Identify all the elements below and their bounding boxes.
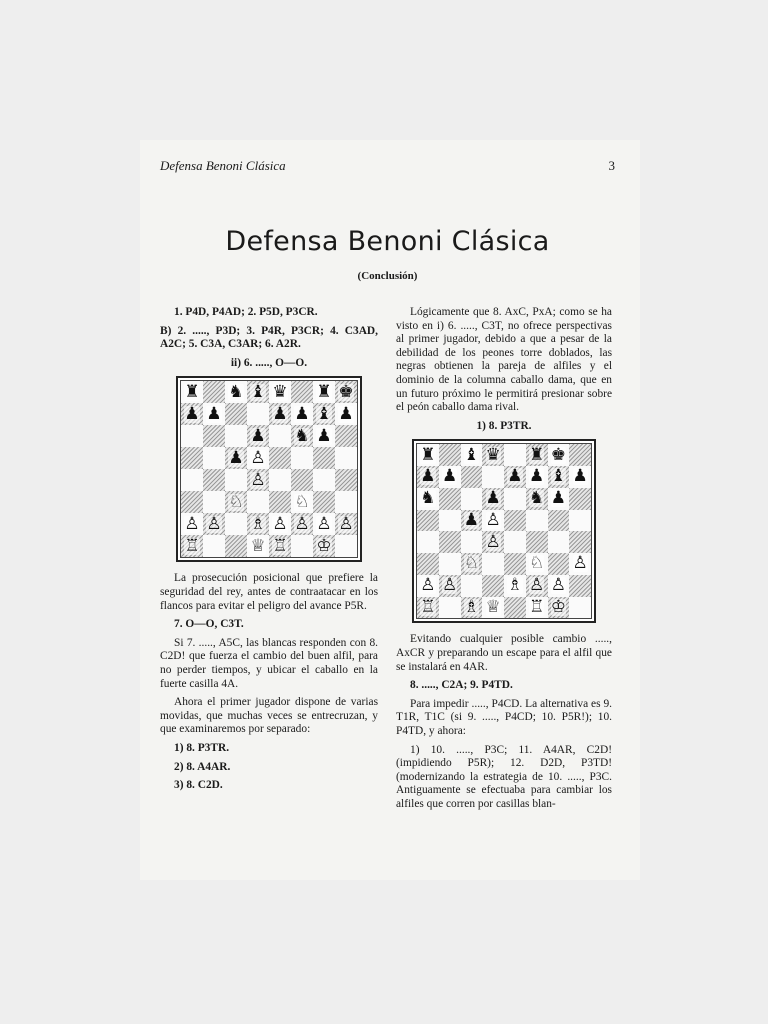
board-square: [482, 553, 504, 575]
board-square: [225, 425, 247, 447]
section-heading: 1) 8. P3TR.: [476, 419, 532, 432]
board-square: [417, 466, 439, 488]
board-square: [526, 510, 548, 532]
board-square: [313, 469, 335, 491]
board-square: [269, 469, 291, 491]
chess-piece-icon: ♟: [338, 403, 354, 424]
chess-piece-icon: ♘: [294, 491, 310, 512]
board-square: [461, 531, 483, 553]
board-square: [225, 381, 247, 403]
board-square: [247, 469, 269, 491]
chess-piece-icon: ♖: [529, 596, 545, 617]
chess-piece-icon: ♙: [272, 513, 288, 534]
board-square: [225, 513, 247, 535]
board-square: [335, 491, 357, 513]
chess-piece-icon: ♕: [485, 596, 501, 617]
board-square: [548, 444, 570, 466]
paragraph: Para impedir ....., P4CD. La alternativa es 9. T1R, T1C (si 9. ....., P4CD; 10. P5R!); 10. P4TD, y ahora:: [396, 697, 612, 737]
chess-piece-icon: ♟: [228, 447, 244, 468]
chess-piece-icon: ♟: [420, 466, 436, 487]
board-square: [335, 469, 357, 491]
chess-piece-icon: ♙: [572, 553, 588, 574]
chess-piece-icon: ♟: [485, 488, 501, 509]
paragraph: Si 7. ....., A5C, las blancas responden con 8. C2D! que fuerza el cambio del buen alfil, para no perder tiempos, y ubicar el caballo en la fuerte casilla 4A.: [160, 636, 378, 690]
board-square: [482, 466, 504, 488]
board-square: [439, 466, 461, 488]
chess-piece-icon: ♟: [316, 425, 332, 446]
board-square: [417, 444, 439, 466]
board-square: [504, 444, 526, 466]
chess-piece-icon: ♙: [250, 469, 266, 490]
chess-piece-icon: ♝: [550, 466, 566, 487]
board-square: [203, 513, 225, 535]
variation-ii: ii) 6. ....., O—O.: [230, 356, 308, 369]
chess-piece-icon: ♘: [228, 491, 244, 512]
chess-piece-icon: ♙: [485, 509, 501, 530]
chess-piece-icon: ♝: [316, 403, 332, 424]
chess-piece-icon: ♞: [420, 488, 436, 509]
board-square: [439, 488, 461, 510]
board-square: [526, 553, 548, 575]
board-square: [439, 444, 461, 466]
board-square: [461, 553, 483, 575]
board-square: [269, 513, 291, 535]
board-square: [313, 491, 335, 513]
board-square: [247, 491, 269, 513]
board-square: [569, 488, 591, 510]
chess-piece-icon: ♟: [507, 466, 523, 487]
chess-piece-icon: ♜: [184, 381, 200, 402]
board-square: [569, 444, 591, 466]
board-square: [335, 447, 357, 469]
board-square: [526, 531, 548, 553]
board-square: [504, 553, 526, 575]
board-square: [269, 447, 291, 469]
board-square: [504, 531, 526, 553]
right-column: [396, 306, 612, 816]
chess-piece-icon: ♟: [572, 466, 588, 487]
chess-piece-icon: ♜: [316, 381, 332, 402]
board-square: [417, 597, 439, 619]
chess-piece-icon: ♙: [550, 575, 566, 596]
board-square: [461, 597, 483, 619]
chess-piece-icon: ♔: [316, 535, 332, 556]
board-square: [291, 513, 313, 535]
running-header: [160, 158, 615, 174]
chess-piece-icon: ♟: [206, 403, 222, 424]
board-square: [313, 447, 335, 469]
board-square: [569, 510, 591, 532]
board-square: [335, 535, 357, 557]
board-square: [269, 491, 291, 513]
chess-piece-icon: ♙: [206, 513, 222, 534]
board-square: [181, 491, 203, 513]
board-square: [291, 469, 313, 491]
board-square: [548, 553, 570, 575]
chess-piece-icon: ♙: [184, 513, 200, 534]
board-square: [225, 447, 247, 469]
board-square: [181, 403, 203, 425]
paragraph: Ahora el primer jugador dispone de varias movidas, que muchas veces se entrecruzan, y que examinaremos por separado:: [160, 696, 378, 736]
board-square: [526, 466, 548, 488]
chess-piece-icon: ♙: [485, 531, 501, 552]
chess-piece-icon: ♚: [338, 381, 354, 402]
chess-piece-icon: ♝: [250, 381, 266, 402]
board-square: [181, 447, 203, 469]
chess-piece-icon: ♟: [442, 466, 458, 487]
paragraph: La prosecución posicional que prefiere la seguridad del rey, antes de contraatacar en los flancos para evitar el peligro del avance P5R.: [160, 572, 378, 612]
board-square: [461, 466, 483, 488]
chess-piece-icon: ♙: [294, 513, 310, 534]
board-square: [439, 553, 461, 575]
board-square: [203, 403, 225, 425]
board-square: [269, 425, 291, 447]
board-square: [417, 488, 439, 510]
chess-piece-icon: ♟: [529, 466, 545, 487]
board-square: [548, 466, 570, 488]
opening-moves: 1. P4D, P4AD; 2. P5D, P3CR.: [174, 306, 318, 318]
chess-piece-icon: ♝: [463, 444, 479, 465]
board-square: [417, 531, 439, 553]
board-square: [461, 444, 483, 466]
paragraph: 1) 10. ....., P3C; 11. A4AR, C2D! (impidiendo P5R); 12. D2D, P3TD! (modernizando la estrategia de 10. ....., P3C. Antiguamente se efectuaba para cambiar los alfiles que corren por casillas blan-: [396, 743, 612, 810]
board-square: [482, 597, 504, 619]
chess-board-grid: [180, 380, 358, 558]
board-square: [482, 531, 504, 553]
board-square: [203, 469, 225, 491]
board-square: [203, 491, 225, 513]
chapter-subtitle: (Conclusión): [357, 270, 418, 282]
board-square: [461, 510, 483, 532]
board-square: [247, 425, 269, 447]
chess-piece-icon: ♔: [550, 596, 566, 617]
chess-piece-icon: ♟: [272, 403, 288, 424]
board-square: [335, 381, 357, 403]
chess-board-grid: [416, 443, 592, 619]
chess-piece-icon: ♜: [529, 444, 545, 465]
chess-piece-icon: ♙: [338, 513, 354, 534]
board-square: [247, 447, 269, 469]
board-square: [291, 381, 313, 403]
chess-piece-icon: ♞: [228, 381, 244, 402]
chess-piece-icon: ♟: [294, 403, 310, 424]
board-square: [482, 575, 504, 597]
board-square: [439, 531, 461, 553]
board-square: [504, 488, 526, 510]
board-square: [335, 425, 357, 447]
page-number: 3: [608, 158, 615, 173]
chess-diagram-left: [176, 376, 362, 562]
chess-piece-icon: ♟: [184, 403, 200, 424]
board-square: [461, 488, 483, 510]
board-square: [313, 381, 335, 403]
board-square: [181, 425, 203, 447]
board-square: [504, 466, 526, 488]
chess-piece-icon: ♘: [463, 553, 479, 574]
board-square: [313, 513, 335, 535]
board-square: [291, 535, 313, 557]
chess-piece-icon: ♟: [250, 425, 266, 446]
board-square: [313, 403, 335, 425]
move-line: 7. O—O, C3T.: [174, 618, 244, 631]
board-square: [417, 575, 439, 597]
board-square: [203, 447, 225, 469]
board-square: [181, 381, 203, 403]
board-square: [225, 403, 247, 425]
chess-piece-icon: ♚: [550, 444, 566, 465]
chess-piece-icon: ♘: [529, 553, 545, 574]
board-square: [247, 403, 269, 425]
running-title: Defensa Benoni Clásica: [160, 158, 286, 173]
chess-piece-icon: ♛: [485, 444, 501, 465]
board-square: [569, 597, 591, 619]
board-square: [504, 575, 526, 597]
chess-diagram-right: [412, 439, 596, 623]
move-line: 8. ....., C2A; 9. P4TD.: [410, 679, 513, 692]
option-line: 1) 8. P3TR.: [174, 741, 230, 754]
board-square: [548, 510, 570, 532]
board-square: [526, 575, 548, 597]
chess-piece-icon: ♕: [250, 535, 266, 556]
board-square: [526, 488, 548, 510]
chess-piece-icon: ♖: [420, 596, 436, 617]
board-square: [439, 575, 461, 597]
chess-piece-icon: ♖: [272, 535, 288, 556]
chess-piece-icon: ♗: [250, 513, 266, 534]
board-square: [417, 510, 439, 532]
board-square: [439, 510, 461, 532]
board-square: [203, 535, 225, 557]
board-square: [504, 510, 526, 532]
board-square: [181, 535, 203, 557]
board-square: [482, 510, 504, 532]
board-square: [291, 447, 313, 469]
board-square: [569, 466, 591, 488]
chapter-title: Defensa Benoni Clásica: [225, 226, 550, 257]
board-square: [417, 553, 439, 575]
option-line: 3) 8. C2D.: [174, 779, 223, 792]
paragraph: Evitando cualquier posible cambio ....., AxCR y preparando un escape para el alfil que se instalará en 4AR.: [396, 633, 612, 673]
board-square: [291, 425, 313, 447]
board-square: [181, 513, 203, 535]
board-square: [569, 553, 591, 575]
board-square: [482, 488, 504, 510]
board-square: [181, 469, 203, 491]
chess-piece-icon: ♗: [507, 575, 523, 596]
variation-b: B) 2. ....., P3D; 3. P4R, P3CR; 4. C3AD, A2C; 5. C3A, C3AR; 6. A2R.: [160, 324, 378, 351]
board-square: [548, 531, 570, 553]
board-square: [526, 597, 548, 619]
board-square: [269, 535, 291, 557]
board-square: [548, 575, 570, 597]
board-square: [225, 469, 247, 491]
board-square: [482, 444, 504, 466]
chess-piece-icon: ♞: [294, 425, 310, 446]
board-square: [269, 403, 291, 425]
board-square: [291, 403, 313, 425]
board-square: [203, 381, 225, 403]
chess-piece-icon: ♙: [420, 575, 436, 596]
board-square: [548, 488, 570, 510]
chess-piece-icon: ♖: [184, 535, 200, 556]
chess-piece-icon: ♞: [529, 488, 545, 509]
board-square: [291, 491, 313, 513]
board-square: [335, 513, 357, 535]
chess-piece-icon: ♛: [272, 381, 288, 402]
board-square: [569, 575, 591, 597]
board-square: [313, 535, 335, 557]
chess-piece-icon: ♜: [420, 444, 436, 465]
board-square: [203, 425, 225, 447]
paragraph: Lógicamente que 8. AxC, PxA; como se ha visto en i) 6. ....., C3T, no ofrece perspectivas al primer jugador, debido a que a pesar de la debilidad de los peones torre doblados, las negras obtienen la pareja de alfiles y el dominio de la columna caballo dama, que en un futuro próximo le permitirá presionar sobre el peón caballo dama rival.: [396, 306, 612, 414]
board-square: [548, 597, 570, 619]
option-line: 2) 8. A4AR.: [174, 760, 231, 773]
board-square: [504, 597, 526, 619]
board-square: [247, 381, 269, 403]
board-square: [313, 425, 335, 447]
board-square: [569, 531, 591, 553]
chess-piece-icon: ♙: [250, 447, 266, 468]
board-square: [526, 444, 548, 466]
board-square: [335, 403, 357, 425]
left-column: [160, 306, 378, 798]
chess-piece-icon: ♙: [442, 575, 458, 596]
board-square: [439, 597, 461, 619]
chess-piece-icon: ♗: [463, 596, 479, 617]
chess-piece-icon: ♙: [316, 513, 332, 534]
board-square: [225, 491, 247, 513]
board-square: [269, 381, 291, 403]
chess-piece-icon: ♟: [550, 488, 566, 509]
board-square: [461, 575, 483, 597]
board-square: [247, 513, 269, 535]
chess-piece-icon: ♟: [463, 509, 479, 530]
board-square: [247, 535, 269, 557]
board-square: [225, 535, 247, 557]
chess-piece-icon: ♙: [529, 575, 545, 596]
